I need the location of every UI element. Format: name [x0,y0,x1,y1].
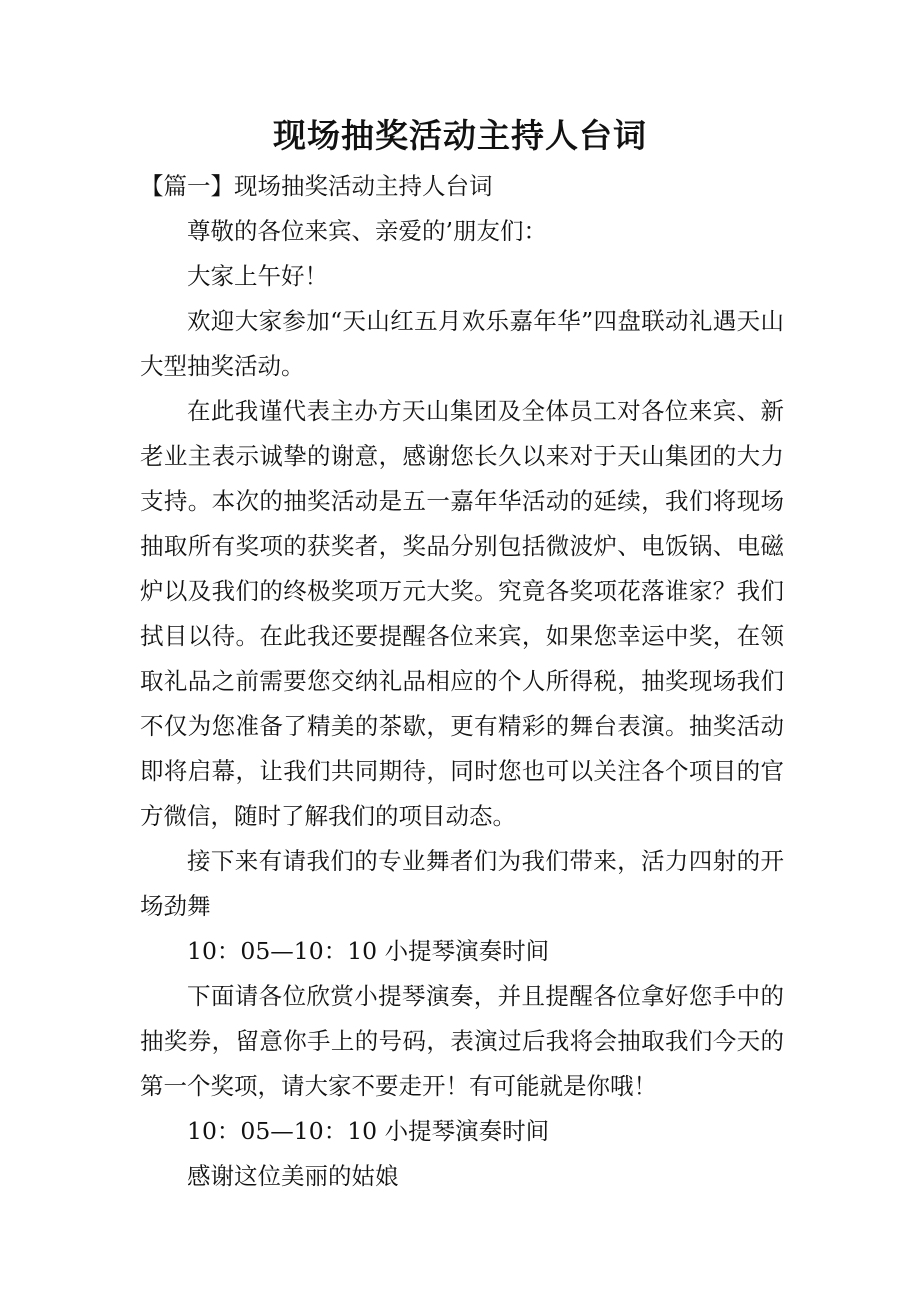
paragraph-welcome: 欢迎大家参加“天山红五月欢乐嘉年华”四盘联动礼遇天山大型抽奖活动。 [140,307,784,380]
paragraph-greeting: 尊敬的各位来宾、亲爱的’朋友们： [187,217,547,245]
paragraph-dance-intro: 接下来有请我们的专业舞者们为我们带来，活力四射的开场劲舞 [140,847,784,920]
section-heading: 【篇一】现场抽奖活动主持人台词 [140,172,493,200]
document-body [140,164,784,1199]
paragraph-schedule-1: 10：05—10：10 小提琴演奏时间 [187,937,550,965]
paragraph-good-morning: 大家上午好！ [187,262,328,290]
paragraph-closing: 感谢这位美丽的姑娘 [187,1162,399,1190]
document-title: 现场抽奖活动主持人台词 [273,116,647,155]
paragraph-violin-intro: 下面请各位欣赏小提琴演奏，并且提醒各位拿好您手中的抽奖券，留意你手上的号码，表演过后我将会抽取我们今天的第一个奖项，请大家不要走开！有可能就是你哦！ [140,982,784,1100]
paragraph-thanks: 在此我谨代表主办方天山集团及全体员工对各位来宾、新老业主表示诚挚的谢意，感谢您长久以来对于天山集团的大力支持。本次的抽奖活动是五一嘉年华活动的延续，我们将现场抽取所有奖项的获奖者，奖品分别包括微波炉、电饭锅、电磁炉以及我们的终极奖项万元大奖。究竟各奖项花落谁家？我们拭目以待。在此我还要提醒各位来宾，如果您幸运中奖，在领取礼品之前需要您交纳礼品相应的个人所得税，抽奖现场我们不仅为您准备了精美的茶歇，更有精彩的舞台表演。抽奖活动即将启幕，让我们共同期待，同时您也可以关注各个项目的官方微信，随时了解我们的项目动态。 [140,397,784,830]
paragraph-schedule-2: 10：05—10：10 小提琴演奏时间 [187,1117,550,1145]
